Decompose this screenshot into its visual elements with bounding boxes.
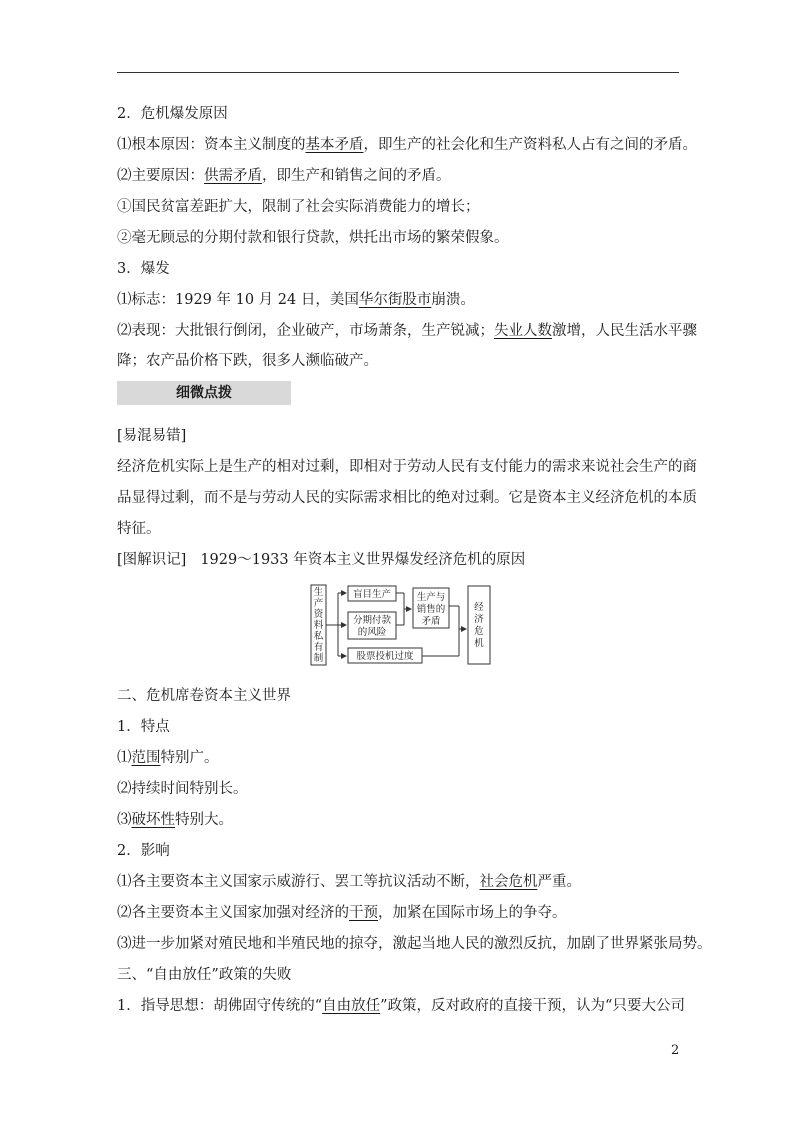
tips-banner: 细微点拨 [117,381,291,405]
part2-impact-1 [117,872,581,892]
part3-title: 三、“自由放任”政策的失败 [117,967,292,983]
page-number: 2 [671,1043,680,1058]
i1-key: 社会危机 [479,874,538,890]
p3-key: 自由放任 [322,998,381,1014]
box4-line3: 矛盾 [421,616,441,627]
s2-title: 2．危机爆发原因 [117,106,228,122]
right-char-1: 经 [474,602,484,613]
diagram-right-box [468,586,490,664]
part2-title: 二、危机席卷资本主义世界 [117,688,291,704]
s3-title: 3．爆发 [117,261,170,277]
s2-item1-post: ，即生产的社会化和生产资料私人占有之间的矛盾。 [363,137,697,153]
s2-item1-pre: ⑴根本原因：资本主义制度的 [117,137,306,153]
left-char-7: 制 [313,653,324,664]
s3-item1 [117,290,475,310]
right-char-4: 机 [474,638,484,649]
p3-post: ”政策，反对政府的直接干预，认为“只要大公司 [380,998,685,1014]
i2-pre: ⑵各主要资本主义国家加强对经济的 [117,905,349,921]
f1-key: 范围 [131,750,161,766]
s2-item2 [117,166,451,186]
box1-text: 盲目生产 [352,589,392,600]
f3-post: 特别大。 [175,812,233,828]
part2-features-title: 1．特点 [117,719,170,735]
cause-diagram [310,584,492,667]
f3-key: 破坏性 [131,812,175,828]
left-char-2: 产 [313,598,324,609]
right-char-2: 济 [474,614,484,625]
p3-pre: 1．指导思想：胡佛固守传统的“ [117,998,323,1014]
s3-item2-cont: 降；农产品价格下跌，很多人濒临破产。 [117,353,378,369]
s2-item2-post: ，即生产和销售之间的矛盾。 [262,168,451,184]
part2-feature-3 [117,810,233,830]
s3-item2 [117,321,697,341]
s2-sub1: ①国民贫富差距扩大，限制了社会实际消费能力的增长； [117,199,480,215]
i2-key: 干预 [349,905,378,921]
s2-item2-key: 供需矛盾 [204,168,262,184]
left-char-4: 料 [313,620,324,631]
easy-mix-line-2: 品显得过剩，而不是与劳动人民的实际需求相比的绝对过剩。它是资本主义经济危机的本质 [117,490,697,506]
part2-impact-3: ⑶进一步加紧对殖民地和半殖民地的掠夺，激起当地人民的激烈反抗，加剧了世界紧张局势。 [117,936,712,952]
diagram-left-label [314,586,324,664]
i1-pre: ⑴各主要资本主义国家示威游行、罢工等抗议活动不断， [117,874,480,890]
s3-item1-key: 华尔街股市 [358,292,432,308]
part3-line-1 [117,996,685,1016]
diagram-right-label [474,601,484,649]
i2-post: ，加紧在国际市场上的争夺。 [378,905,567,921]
s3-item2-post: 激增，人民生活水平骤 [552,323,697,339]
box4-line2: 销售的 [416,604,446,615]
part2-feature-2: ⑵持续时间特别长。 [117,781,248,797]
header-rule [117,72,679,73]
easy-mix-line-3: 特征。 [117,521,161,537]
s2-item1 [117,135,697,155]
diagram-note [117,550,525,570]
left-char-5: 私 [313,631,324,642]
s2-sub2: ②毫无顾忌的分期付款和银行贷款，烘托出市场的繁荣假象。 [117,230,509,246]
part2-feature-1 [117,748,219,768]
box3-text: 股票投机过度 [356,651,414,662]
box2-line2: 的风险 [357,627,387,638]
box4-line1: 生产与 [416,592,446,603]
part2-impact-title: 2．影响 [117,843,170,859]
left-char-3: 资 [313,609,324,620]
box2-line1: 分期付款 [352,615,392,626]
s2-item2-pre: ⑵主要原因： [117,168,204,184]
s3-item2-pre: ⑵表现：大批银行倒闭，企业破产，市场萧条，生产锐减； [117,323,494,339]
f1-pre: ⑴ [117,750,132,766]
diagram-note-tag: [图解识记] [117,552,187,568]
part2-impact-2 [117,903,567,923]
s2-item1-key: 基本矛盾 [305,137,364,153]
s3-item1-post: 崩溃。 [431,292,475,308]
f3-pre: ⑶ [117,812,132,828]
right-char-3: 危 [474,626,484,637]
easy-mix-line-1: 经济危机实际上是生产的相对过剩，即相对于劳动人民有支付能力的需求来说社会生产的商 [117,459,697,475]
diagram-note-text: 1929～1933 年资本主义世界爆发经济危机的原因 [200,552,526,568]
left-char-6: 有 [313,642,324,653]
easy-mix-tag: [易混易错] [117,428,187,444]
s3-item2-key: 失业人数 [494,323,552,339]
i1-post: 严重。 [537,874,581,890]
left-char-1: 生 [313,587,324,598]
f1-post: 特别广。 [160,750,219,766]
s3-item1-pre: ⑴标志：1929 年 10 月 24 日，美国 [117,292,359,308]
